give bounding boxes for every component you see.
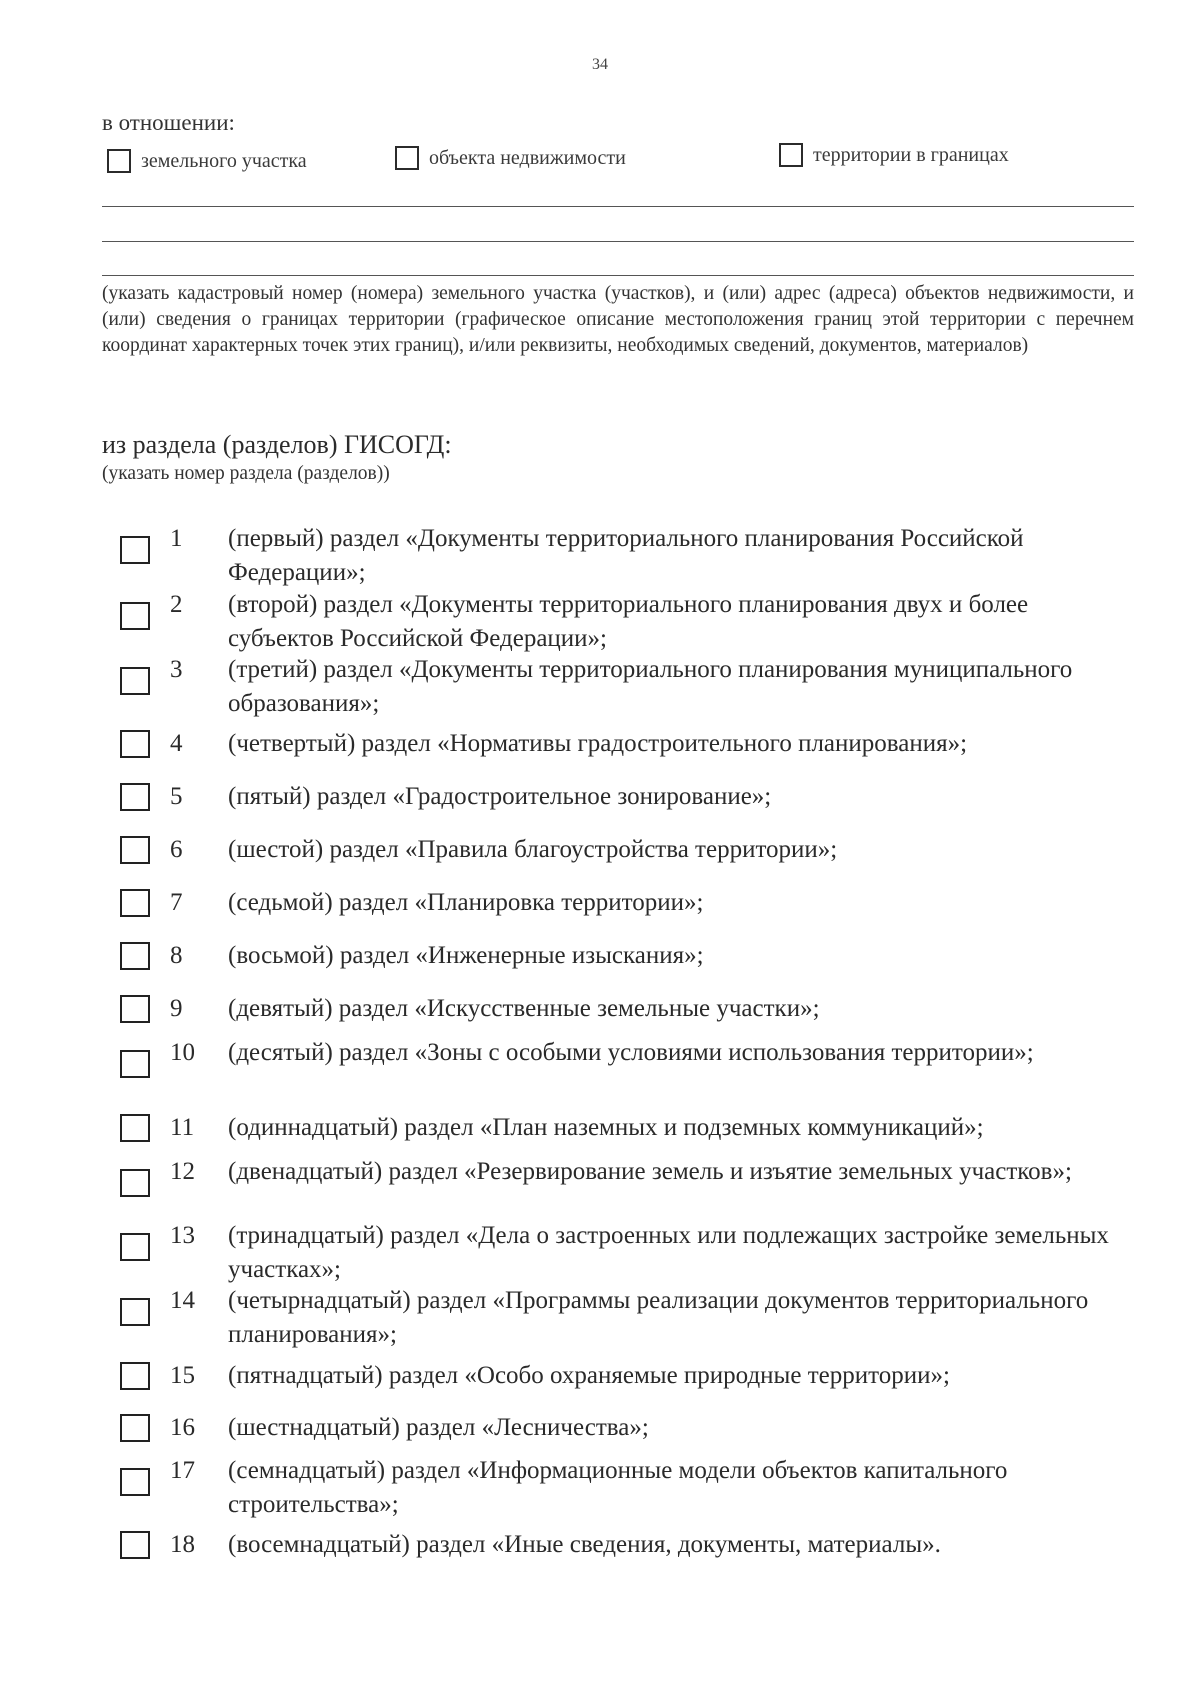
section-14-checkbox[interactable] <box>120 1298 150 1326</box>
section-11-checkbox[interactable] <box>120 1114 150 1142</box>
section-16-number: 16 <box>170 1414 195 1441</box>
section-1-number: 1 <box>170 525 183 552</box>
section-13-checkbox[interactable] <box>120 1233 150 1261</box>
section-3-text: (третий) раздел «Документы территориального планирования муниципального образования»; <box>228 656 1073 717</box>
section-8-number: 8 <box>170 942 183 969</box>
fill-line-3[interactable] <box>102 275 1134 276</box>
fill-line-2[interactable] <box>102 241 1134 242</box>
section-4-checkbox[interactable] <box>120 730 150 758</box>
land-plot-label: земельного участка <box>141 149 307 172</box>
territory-label: территории в границах <box>813 143 1009 166</box>
section-2-text: (второй) раздел «Документы территориального планирования двух и более субъектов Российской Федерации»; <box>228 591 1029 652</box>
section-18-number: 18 <box>170 1531 195 1558</box>
section-10-checkbox[interactable] <box>120 1050 150 1078</box>
section-title: из раздела (разделов) ГИСОГД: <box>102 430 452 459</box>
section-17-checkbox[interactable] <box>120 1468 150 1496</box>
section-6-checkbox[interactable] <box>120 836 150 864</box>
section-5-checkbox[interactable] <box>120 783 150 811</box>
object-hint: (указать кадастровый номер (номера) земельного участка (участков), и (или) адрес (адреса) объектов недвижимости, и (или) сведения о границах территории (графическое описание местоположения границ этой территории с перечнем координат характерных точек этих границ), и/или реквизиты, необходимых сведений, документов, материалов) <box>102 283 1134 356</box>
section-7-checkbox[interactable] <box>120 889 150 917</box>
page-number: 34 <box>592 56 608 73</box>
section-11-number: 11 <box>170 1114 195 1141</box>
section-16-checkbox[interactable] <box>120 1414 150 1442</box>
section-1-text: (первый) раздел «Документы территориального планирования Российской Федерации»; <box>228 525 1024 586</box>
section-8-checkbox[interactable] <box>120 942 150 970</box>
section-1-checkbox[interactable] <box>120 536 150 564</box>
section-18-checkbox[interactable] <box>120 1531 150 1559</box>
section-2-number: 2 <box>170 591 183 618</box>
section-9-text: (девятый) раздел «Искусственные земельные участки»; <box>228 995 820 1022</box>
section-7-text: (седьмой) раздел «Планировка территории»; <box>228 889 704 916</box>
section-hint: (указать номер раздела (разделов)) <box>102 463 390 484</box>
section-11-text: (одиннадцатый) раздел «План наземных и подземных коммуникаций»; <box>228 1114 984 1141</box>
section-13-text: (тринадцатый) раздел «Дела о застроенных или подлежащих застройке земельных участках»; <box>228 1222 1109 1283</box>
section-4-text: (четвертый) раздел «Нормативы градостроительного планирования»; <box>228 730 968 757</box>
option-territory[interactable] <box>779 143 1009 167</box>
section-16-text: (шестнадцатый) раздел «Лесничества»; <box>228 1414 649 1441</box>
section-12-number: 12 <box>170 1158 195 1185</box>
option-real-estate[interactable] <box>395 146 626 170</box>
section-17-number: 17 <box>170 1457 195 1484</box>
section-3-checkbox[interactable] <box>120 667 150 695</box>
land-plot-checkbox[interactable] <box>107 149 131 173</box>
section-9-checkbox[interactable] <box>120 995 150 1023</box>
section-10-number: 10 <box>170 1039 195 1066</box>
fill-line-1[interactable] <box>102 206 1134 207</box>
section-12-checkbox[interactable] <box>120 1169 150 1197</box>
section-5-text: (пятый) раздел «Градостроительное зонирование»; <box>228 783 772 810</box>
territory-checkbox[interactable] <box>779 143 803 167</box>
section-8-text: (восьмой) раздел «Инженерные изыскания»; <box>228 942 704 969</box>
option-land-plot[interactable] <box>107 149 307 173</box>
section-4-number: 4 <box>170 730 183 757</box>
real-estate-checkbox[interactable] <box>395 146 419 170</box>
section-6-text: (шестой) раздел «Правила благоустройства территории»; <box>228 836 838 863</box>
section-10-text: (десятый) раздел «Зоны с особыми условиями использования территории»; <box>228 1039 1034 1066</box>
real-estate-label: объекта недвижимости <box>429 146 626 169</box>
section-12-text: (двенадцатый) раздел «Резервирование земель и изъятие земельных участков»; <box>228 1158 1072 1185</box>
section-7-number: 7 <box>170 889 183 916</box>
section-14-number: 14 <box>170 1287 195 1314</box>
section-9-number: 9 <box>170 995 183 1022</box>
intro-label: в отношении: <box>102 110 235 135</box>
section-6-number: 6 <box>170 836 183 863</box>
section-17-text: (семнадцатый) раздел «Информационные модели объектов капитального строительства»; <box>228 1457 1008 1518</box>
section-2-checkbox[interactable] <box>120 602 150 630</box>
section-5-number: 5 <box>170 783 183 810</box>
section-15-checkbox[interactable] <box>120 1362 150 1390</box>
section-14-text: (четырнадцатый) раздел «Программы реализации документов территориального планирования»; <box>228 1287 1089 1348</box>
section-15-text: (пятнадцатый) раздел «Особо охраняемые природные территории»; <box>228 1362 950 1389</box>
section-18-text: (восемнадцатый) раздел «Иные сведения, документы, материалы». <box>228 1531 941 1558</box>
section-15-number: 15 <box>170 1362 195 1389</box>
section-3-number: 3 <box>170 656 183 683</box>
section-13-number: 13 <box>170 1222 195 1249</box>
